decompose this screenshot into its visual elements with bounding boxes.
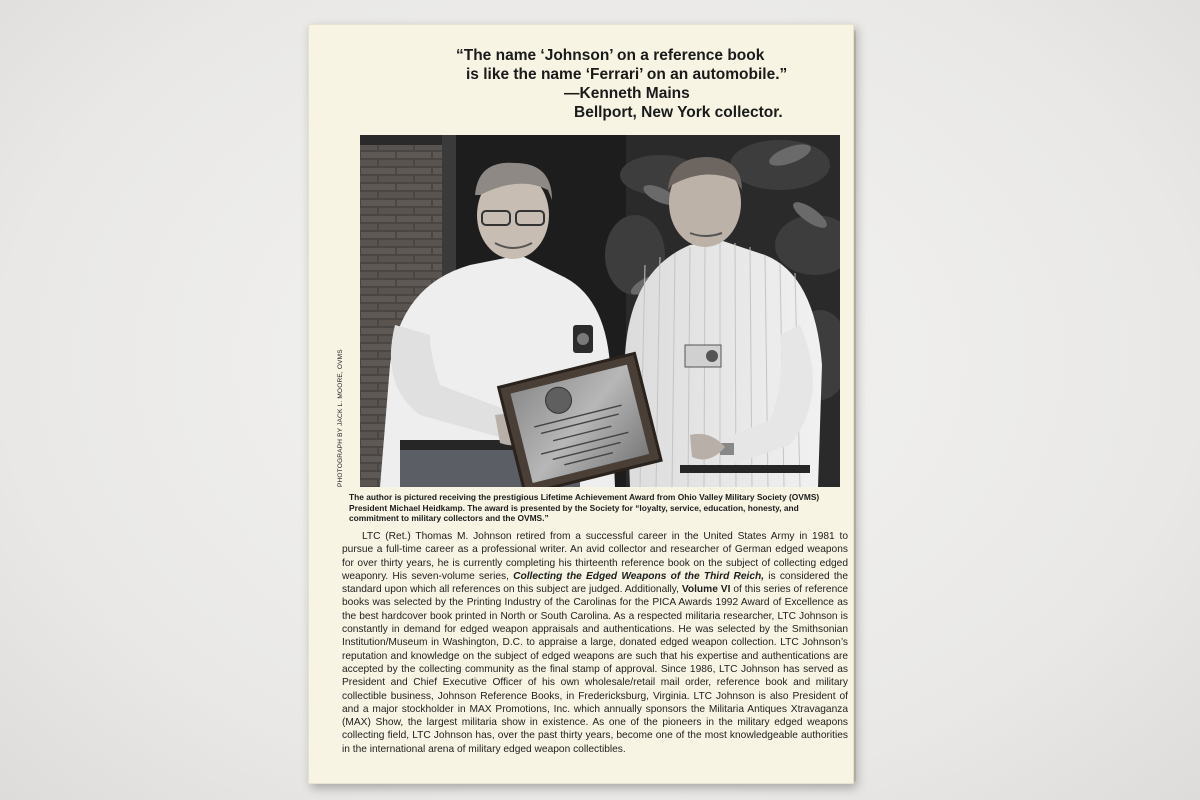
photo-credit: PHOTOGRAPH BY JACK L. MOORE, OVMS [337, 349, 344, 487]
bio-text-3: of this series of reference books was selected by the Printing Industry of the Carolinas for the PICA Awards 1992 Award of Excellence as the best hardcover book printed in North or South Carolina. As a respected militaria researcher, LTC Johnson is constantly in demand for edged weapon appraisals and authentications. He was selected by the Smithsonian Institution/Museum in Washington, D.C. to appraise a large, donated edged weapon collection. LTC Johnson’s reputation and knowledge on the subject of edged weapons are such that his expertise and authentications are accepted by the collecting community as the final stamp of approval. Since 1986, LTC Johnson has served as President and Chief Executive Officer of his own wholesale/retail mail order, reference book and military collectible business, Johnson Reference Books, in Fredericksburg, Virginia. LTC Johnson is also President of and a major stockholder in MAX Promotions, Inc. which annually sponsors the Militaria Antiques Xtravaganza (MAX) Show, the largest militaria show in existence. As one of the pioneers in the military edged weapons collecting field, LTC Johnson has, over the past thirty years, become one of the most knowledgeable authorities in the international arena of military edged weapon collectibles. [342, 584, 848, 755]
volume-label: Volume VI [681, 584, 731, 596]
photo-caption: The author is pictured receiving the prestigious Lifetime Achievement Award from Ohio Valley Military Society (OVMS) President Michael Heidkamp. The award is presented by the Society for “loyalty, service, education, honesty, and commitment to military collectors and the OVMS.” [349, 492, 820, 523]
quote-line-2: is like the name ‘Ferrari’ on an automobile.” [466, 66, 788, 83]
endorsement-quote [336, 46, 836, 126]
award-photo [360, 135, 840, 487]
bio-text-2: is considered the standard upon which all references on this subject are judged. Additionally, [342, 570, 848, 596]
quote-line-1: “The name ‘Johnson’ on a reference book [456, 47, 765, 64]
quote-location: Bellport, New York collector. [574, 104, 783, 121]
author-biography [342, 530, 848, 756]
bio-text-1: LTC (Ret.) Thomas M. Johnson retired from a successful career in the United States Army in 1981 to pursue a full-time career as a professional writer. An avid collector and researcher of German edged weapons for over thirty years, he is currently completing his thirteenth reference book on the subject of collecting edged weaponry. His seven-volume series, [342, 531, 848, 582]
series-title: Collecting the Edged Weapons of the Third Reich, [513, 570, 765, 582]
quote-attribution: —Kenneth Mains [564, 85, 690, 102]
